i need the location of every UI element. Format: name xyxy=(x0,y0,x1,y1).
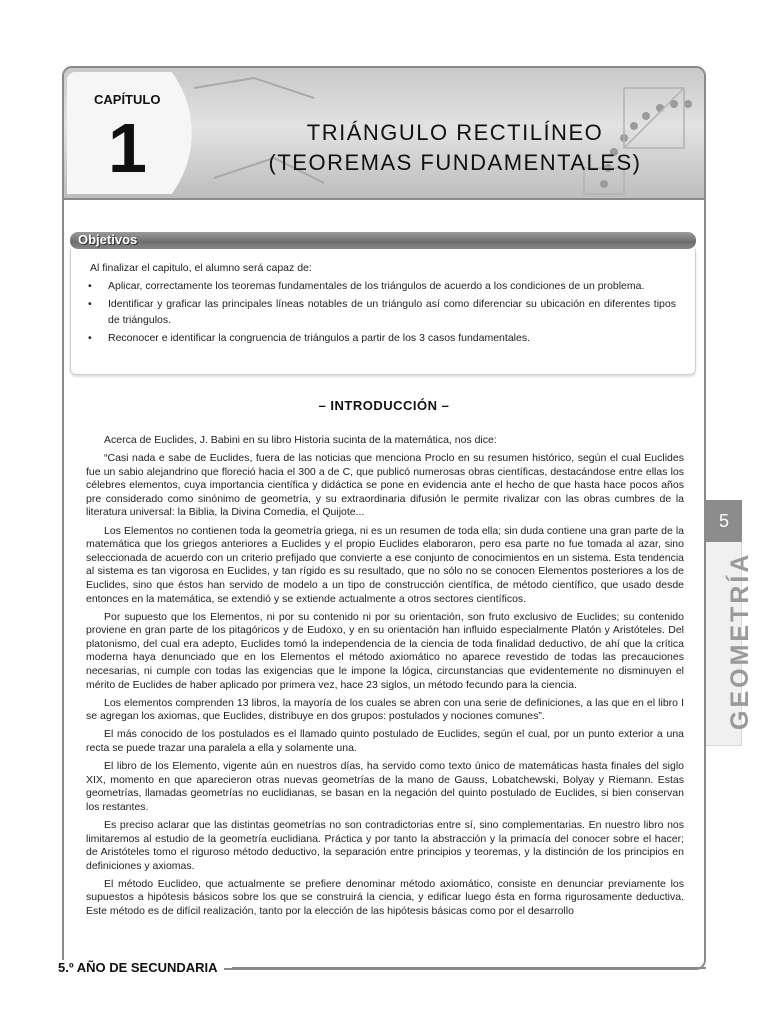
chapter-number: 1 xyxy=(108,109,147,187)
subject-tab-label: GEOMETRÍA xyxy=(726,551,754,730)
subject-tab-number: 5 xyxy=(706,500,742,542)
title-line-1: TRIÁNGULO RECTILÍNEO xyxy=(306,120,604,145)
title-line-2: (TEOREMAS FUNDAMENTALES) xyxy=(268,150,642,175)
objetivo-item: • Reconocer e identificar la congruencia de triángulos a partir de los 3 casos fundamentales. xyxy=(86,330,676,346)
footer-grade: 5.º AÑO DE SECUNDARIA xyxy=(58,960,224,975)
paragraph: “Casi nada e sabe de Euclides, fuera de las noticias que menciona Proclo en su resumen histórico, según el cual Euclides fue un sabio alejandrino que floreció hacia el 300 a de C, que publicó numerosas obras científicas, destacándose entre ellas los célebres elementos, cuya importancia científica y didáctica se pone en evidencia ante el hecho de que hasta hace pocos años pre considerado como sinónimo de geometría, y su extraordinaria difusión le permite rivalizar con las obras cumbres de la literatura universal: la Biblia, la Divina Comedia, el Quijote... xyxy=(86,452,684,519)
paragraph: Los Elementos no contienen toda la geometría griega, ni es un resumen de toda ella; sin duda contiene una gran parte de la matemática que los griegos anteriores a Euclides y el propio Euclides elaboraron, pero esa parte no fue tomada al azar, sino seleccionada de acuerdo con un criterio prefijado que convierte a ese conjunto de conocimientos en un sistema. Esta tendencia al sistema es tan vigorosa en Euclides, y tan rígido es su resultado, que no sólo no se conocen Elementos posteriores a los de Euclides, sino que éstos han servido de modelo a un tipo de construcción científica, de método científico, que usado desde entonces en la matemática, se extendió y se extiende actualmente a otros sectores científicos. xyxy=(86,524,684,605)
chapter-label: CAPÍTULO xyxy=(94,92,161,107)
paragraph: El más conocido de los postulados es el llamado quinto postulado de Euclides, según el cual, por un punto exterior a una recta se puede trazar una paralela a ella y solamente una. xyxy=(86,728,684,754)
objetivos-list xyxy=(86,278,676,348)
paragraph: Es preciso aclarar que las distintas geometrías no son contradictorias entre sí, sino complementarias. En nuestro libro nos limitaremos al estudio de la geometría euclidiana. Práctica y por tanto la abstracción y la primacía del conocer sobre el hacer; de Aristóteles tomo el riguroso método deductivo, la separación entre principios y teoremas, y la distinción de los principios en definiciones y axiomas. xyxy=(86,818,684,872)
objetivo-item: • Identificar y graficar las principales líneas notables de un triángulo así como diferenciar su ubicación en diferentes tipos de triángulos. xyxy=(86,296,676,328)
footer-rule xyxy=(232,967,706,969)
objetivos-intro: Al finalizar el capitulo, el alumno será capaz de: xyxy=(90,262,312,274)
introduccion-heading: – INTRODUCCIÓN – xyxy=(318,398,450,413)
introduccion-body xyxy=(86,434,684,923)
paragraph: Acerca de Euclides, J. Babini en su libro Historia sucinta de la matemática, nos dice: xyxy=(104,434,497,446)
chapter-title xyxy=(220,118,690,178)
objetivos-heading: Objetivos xyxy=(78,232,138,247)
objetivo-item: • Aplicar, correctamente los teoremas fundamentales de los triángulos de acuerdo a los condiciones de un problema. xyxy=(86,278,676,294)
paragraph: Por supuesto que los Elementos, ni por su contenido ni por su orientación, son fruto exclusivo de Euclides; su contenido proviene en gran parte de los pitagóricos y de Eudoxo, y en su orientación han influido especialmente Platón y Aristóteles. Del platonismo, del cual era adepto, Euclides tomó la independencia de la ciencia de toda finalidad deductivo, de ahí que la crítica moderna haya denunciado que en los Elementos el método axiomático no aparece revestido de todas las precauciones necesarias, ni cumple con todas las exigencias que le impone la lógica, circunstancias que evidentemente no disminuyen el mérito de Euclides de haber aplicado por primera vez, hace 23 siglos, un método fecundo para la ciencia. xyxy=(86,610,684,691)
paragraph: El libro de los Elemento, vigente aún en nuestros días, ha servido como texto único de matemáticas hasta finales del siglo XIX, momento en que aparecieron otras nuevas geometrías de la mano de Gauss, Lobatchewski, Bolyay y Riemann. Estas geometrías, llamadas geometrías no euclidianas, se basan en la negación del quinto postulado de Euclides, si bien conservan los restantes. xyxy=(86,760,684,813)
objetivos-header xyxy=(70,232,696,249)
paragraph: El método Euclideo, que actualmente se prefiere denominar método axiomático, consiste en denunciar previamente los supuestos a hipótesis básicos sobre los que se construirá la ciencia, y edificar luego ésta en forma rigurosamente deductiva. Este método es de difícil realización, tanto por la elección de las hipótesis básicas como por el desarrollo xyxy=(86,877,684,917)
paragraph: Los elementos comprenden 13 libros, la mayoría de los cuales se abren con una serie de definiciones, a las que en el libro I se agregan los axiomas, que Euclides, distribuye en dos grupos: postulados y nociones comunes”. xyxy=(86,696,684,723)
